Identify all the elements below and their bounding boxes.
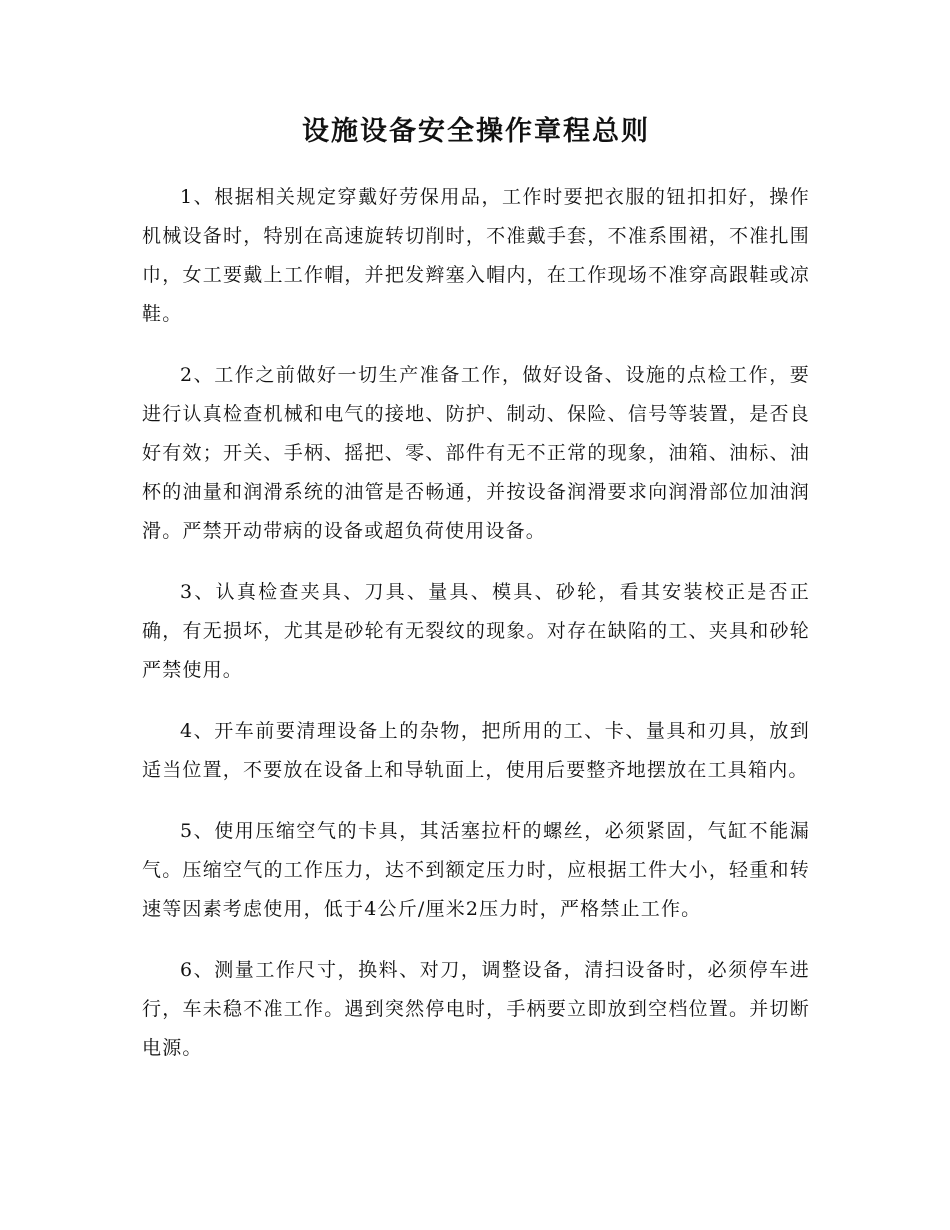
paragraph-3: 3、认真检查夹具、刀具、量具、模具、砂轮，看其安装校正是否正确，有无损坏，尤其是砂轮有无裂纹的现象。对存在缺陷的工、夹具和砂轮严禁使用。 [142, 581, 810, 681]
document-title: 设施设备安全操作章程总则 [302, 116, 650, 147]
paragraph-1: 1、根据相关规定穿戴好劳保用品，工作时要把衣服的钮扣扣好，操作机械设备时，特别在高速旋转切削时，不准戴手套，不准系围裙，不准扎围巾，女工要戴上工作帽，并把发辫塞入帽内，在工作现场不准穿高跟鞋或凉鞋。 [142, 186, 810, 325]
paragraph-4: 4、开车前要清理设备上的杂物，把所用的工、卡、量具和刃具，放到适当位置，不要放在设备上和导轨面上，使用后要整齐地摆放在工具箱内。 [142, 720, 810, 781]
paragraph-6: 6、测量工作尺寸，换料、对刀，调整设备，清扫设备时，必须停车进行，车未稳不准工作。遇到突然停电时，手柄要立即放到空档位置。并切断电源。 [142, 959, 810, 1059]
paragraph-2: 2、工作之前做好一切生产准备工作，做好设备、设施的点检工作，要进行认真检查机械和电气的接地、防护、制动、保险、信号等装置，是否良好有效；开关、手柄、摇把、零、部件有无不正常的现象，油箱、油标、油杯的油量和润滑系统的油管是否畅通，并按设备润滑要求向润滑部位加油润滑。严禁开动带病的设备或超负荷使用设备。 [142, 364, 810, 542]
paragraph-5: 5、使用压缩空气的卡具，其活塞拉杆的螺丝，必须紧固，气缸不能漏气。压缩空气的工作压力，达不到额定压力时，应根据工件大小，轻重和转速等因素考虑使用，低于4公斤/厘米2压力时，严格禁止工作。 [142, 820, 810, 920]
